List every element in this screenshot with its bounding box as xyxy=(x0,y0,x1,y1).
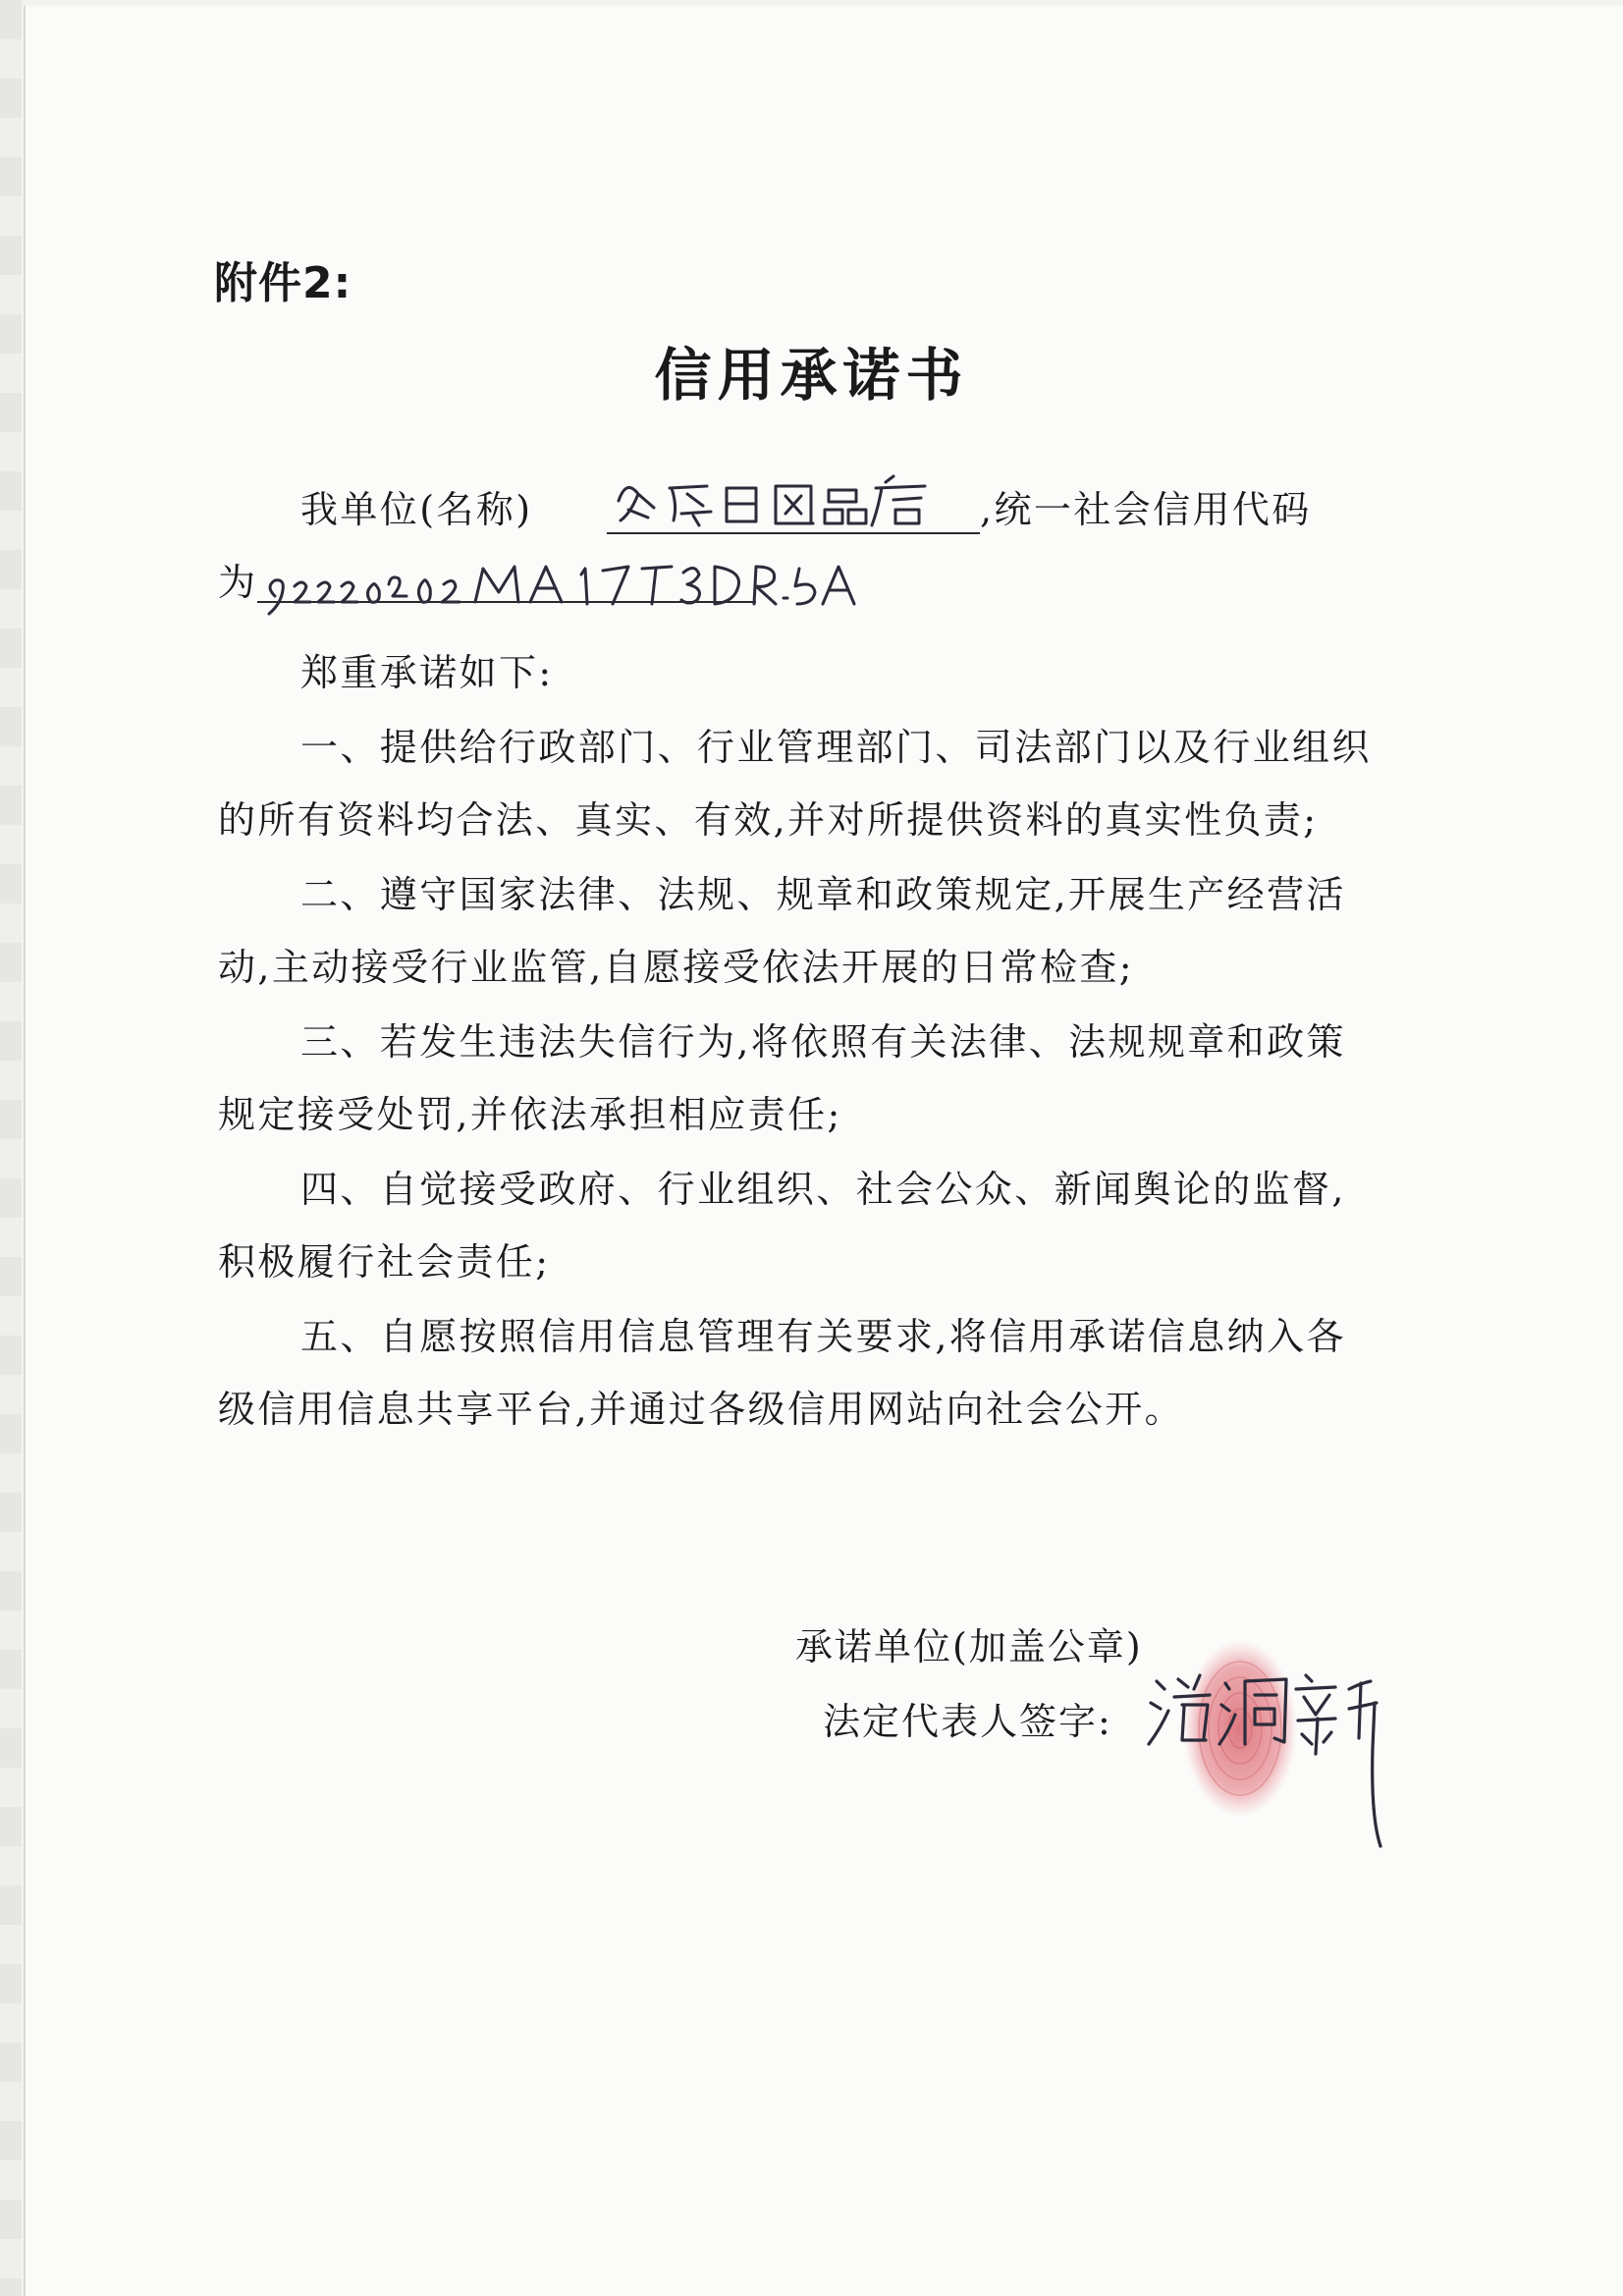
item-5-line-1: 五、自愿按照信用信息管理有关要求,将信用承诺信息纳入各 xyxy=(300,1315,1346,1358)
attachment-label: 附件2: xyxy=(214,258,352,308)
item-3-line-1: 三、若发生违法失信行为,将依照有关法律、法规规章和政策 xyxy=(300,1020,1346,1064)
item-1-line-1: 一、提供给行政部门、行业管理部门、司法部门以及行业组织 xyxy=(300,726,1372,769)
handwritten-signature-scribble xyxy=(1139,1660,1414,1856)
item-4-line-2: 积极履行社会责任; xyxy=(218,1240,551,1284)
pledging-unit-label: 承诺单位(加盖公章) xyxy=(795,1625,1143,1668)
intro-line-2-prefix: 为 xyxy=(218,561,258,604)
solemn-pledge: 郑重承诺如下: xyxy=(300,651,554,694)
intro-line-1-suffix: ,统一社会信用代码 xyxy=(980,488,1312,531)
item-4-line-1: 四、自觉接受政府、行业组织、社会公众、新闻舆论的监督, xyxy=(300,1168,1346,1211)
item-3-line-2: 规定接受处罚,并依法承担相应责任; xyxy=(218,1093,842,1136)
handwritten-name-scribble xyxy=(609,466,962,535)
item-2-line-2: 动,主动接受行业监管,自愿接受依法开展的日常检查; xyxy=(218,946,1134,989)
item-2-line-1: 二、遵守国家法律、法规、规章和政策规定,开展生产经营活 xyxy=(300,873,1346,916)
intro-line-1-prefix: 我单位(名称) xyxy=(300,488,533,531)
item-1-line-2: 的所有资料均合法、真实、有效,并对所提供资料的真实性负责; xyxy=(218,798,1319,842)
handwritten-code-scribble xyxy=(257,545,866,624)
document-title: 信用承诺书 xyxy=(654,342,969,409)
legal-rep-label: 法定代表人签字: xyxy=(823,1700,1112,1743)
item-5-line-2: 级信用信息共享平台,并通过各级信用网站向社会公开。 xyxy=(218,1388,1185,1431)
